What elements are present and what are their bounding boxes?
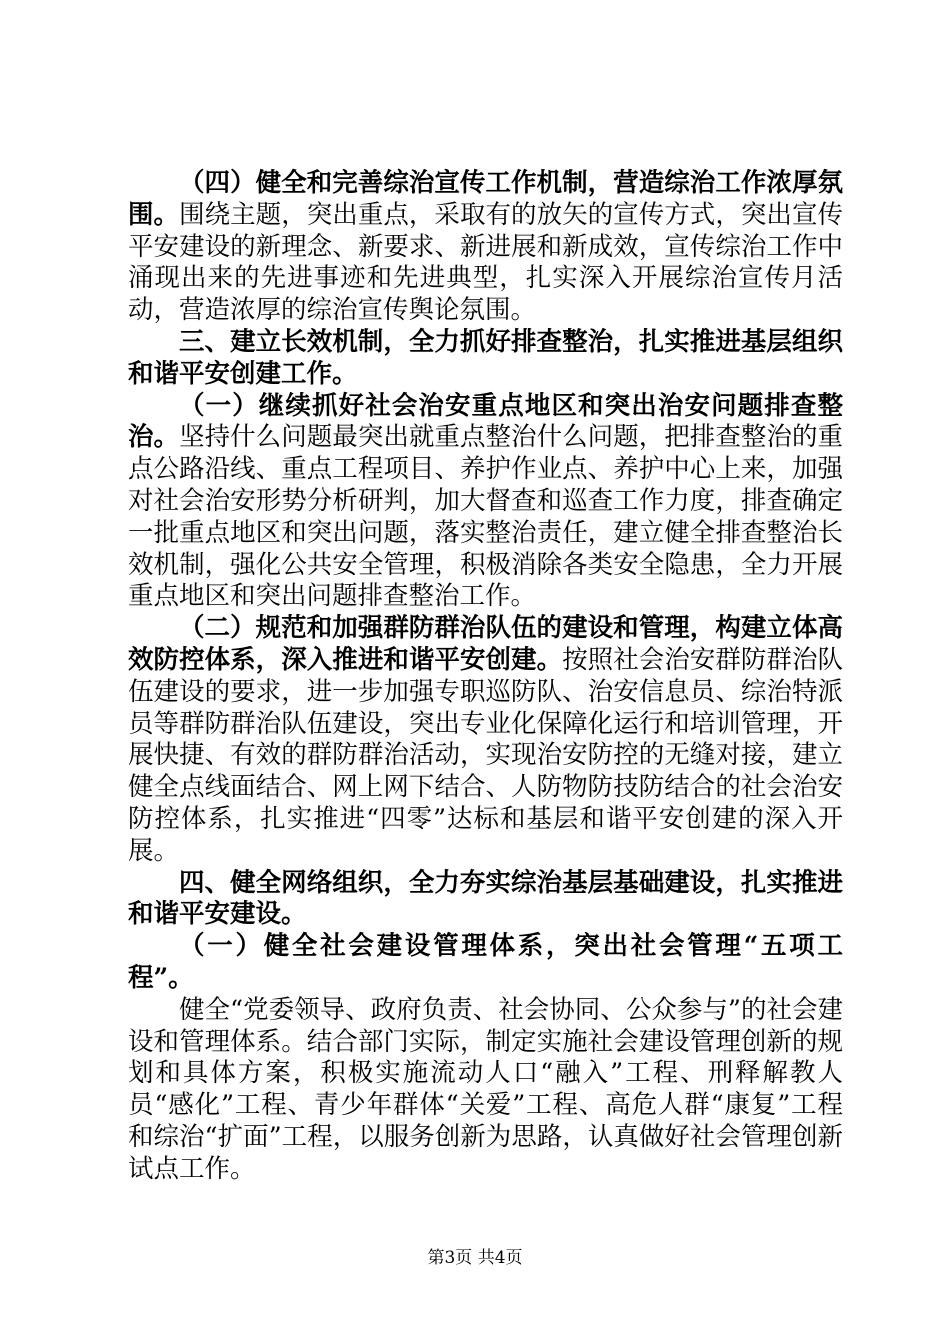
section-heading-text: 四、健全网络组织，全力夯实综治基层基础建设，扎实推进和谐平安建设。	[128, 867, 843, 930]
paragraph-text: 坚持什么问题最突出就重点整治什么问题，把排查整治的重点公路沿线、重点工程项目、养护作业点、养护中心上来，加强对社会治安形势分析研判，加大督查和巡查工作力度，排查确定一批重点地区和突出问题，落实整治责任，建立健全排查整治长效机制，强化公共安全管理，积极消除各类安全隐患，全力开展重点地区和突出问题排查整治工作。	[128, 422, 843, 612]
paragraph-heading: （一）继续抓好社会治安重点地区和突出治安问题排查整治。	[128, 390, 843, 453]
subsection-heading-text: （一）健全社会建设管理体系，突出社会管理“五项工程”。	[128, 931, 843, 993]
subsection-heading-five-projects	[128, 931, 843, 995]
paragraph-text: 健全“党委领导、政府负责、社会协同、公众参与”的社会建设和管理体系。结合部门实际，制定实施社会建设管理创新的规划和具体方案，积极实施流动人口“融入”工程、刑释解教人员“感化”工程、青少年群体“关爱”工程、高危人群“康复”工程和综治“扩面”工程，以服务创新为思路，认真做好社会管理创新试点工作。	[128, 994, 843, 1184]
paragraph-social-management-system	[128, 995, 843, 1186]
paragraph-key-area-rectification	[128, 391, 843, 614]
section-heading-text: 三、建立长效机制，全力抓好排查整治，扎实推进基层组织和谐平安创建工作。	[128, 326, 843, 389]
paragraph-heading: （二）规范和加强群防群治队伍的建设和管理，构建立体高效防控体系，深入推进和谐平安创建。	[128, 613, 843, 675]
paragraph-text: 围绕主题，突出重点，采取有的放矢的宣传方式，突出宣传平安建设的新理念、新要求、新进展和新成效，宣传综治工作中涌现出来的先进事迹和先进典型，扎实深入开展综治宣传月活动，营造浓厚的综治宣传舆论氛围。	[128, 199, 843, 326]
page-footer	[0, 1248, 950, 1268]
section-heading-three	[128, 327, 843, 391]
paragraph-text: 按照社会治安群防群治队伍建设的要求，进一步加强专职巡防队、治安信息员、综治特派员等群防群治队伍建设，突出专业化保障化运行和培训管理，开展快捷、有效的群防群治活动，实现治安防控的无缝对接，建立健全点线面结合、网上网下结合、人防物防技防结合的社会治安防控体系，扎实推进“四零”达标和基层和谐平安创建的深入开展。	[128, 644, 843, 866]
paragraph-heading: （四）健全和完善综治宣传工作机制，营造综治工作浓厚氛围。	[128, 168, 843, 230]
paragraph-publicity-mechanism	[128, 168, 843, 327]
page-number-label: 第3页 共4页	[427, 1248, 523, 1268]
paragraph-mass-prevention-teams	[128, 613, 843, 867]
section-heading-four	[128, 868, 843, 932]
document-body	[128, 168, 843, 1186]
